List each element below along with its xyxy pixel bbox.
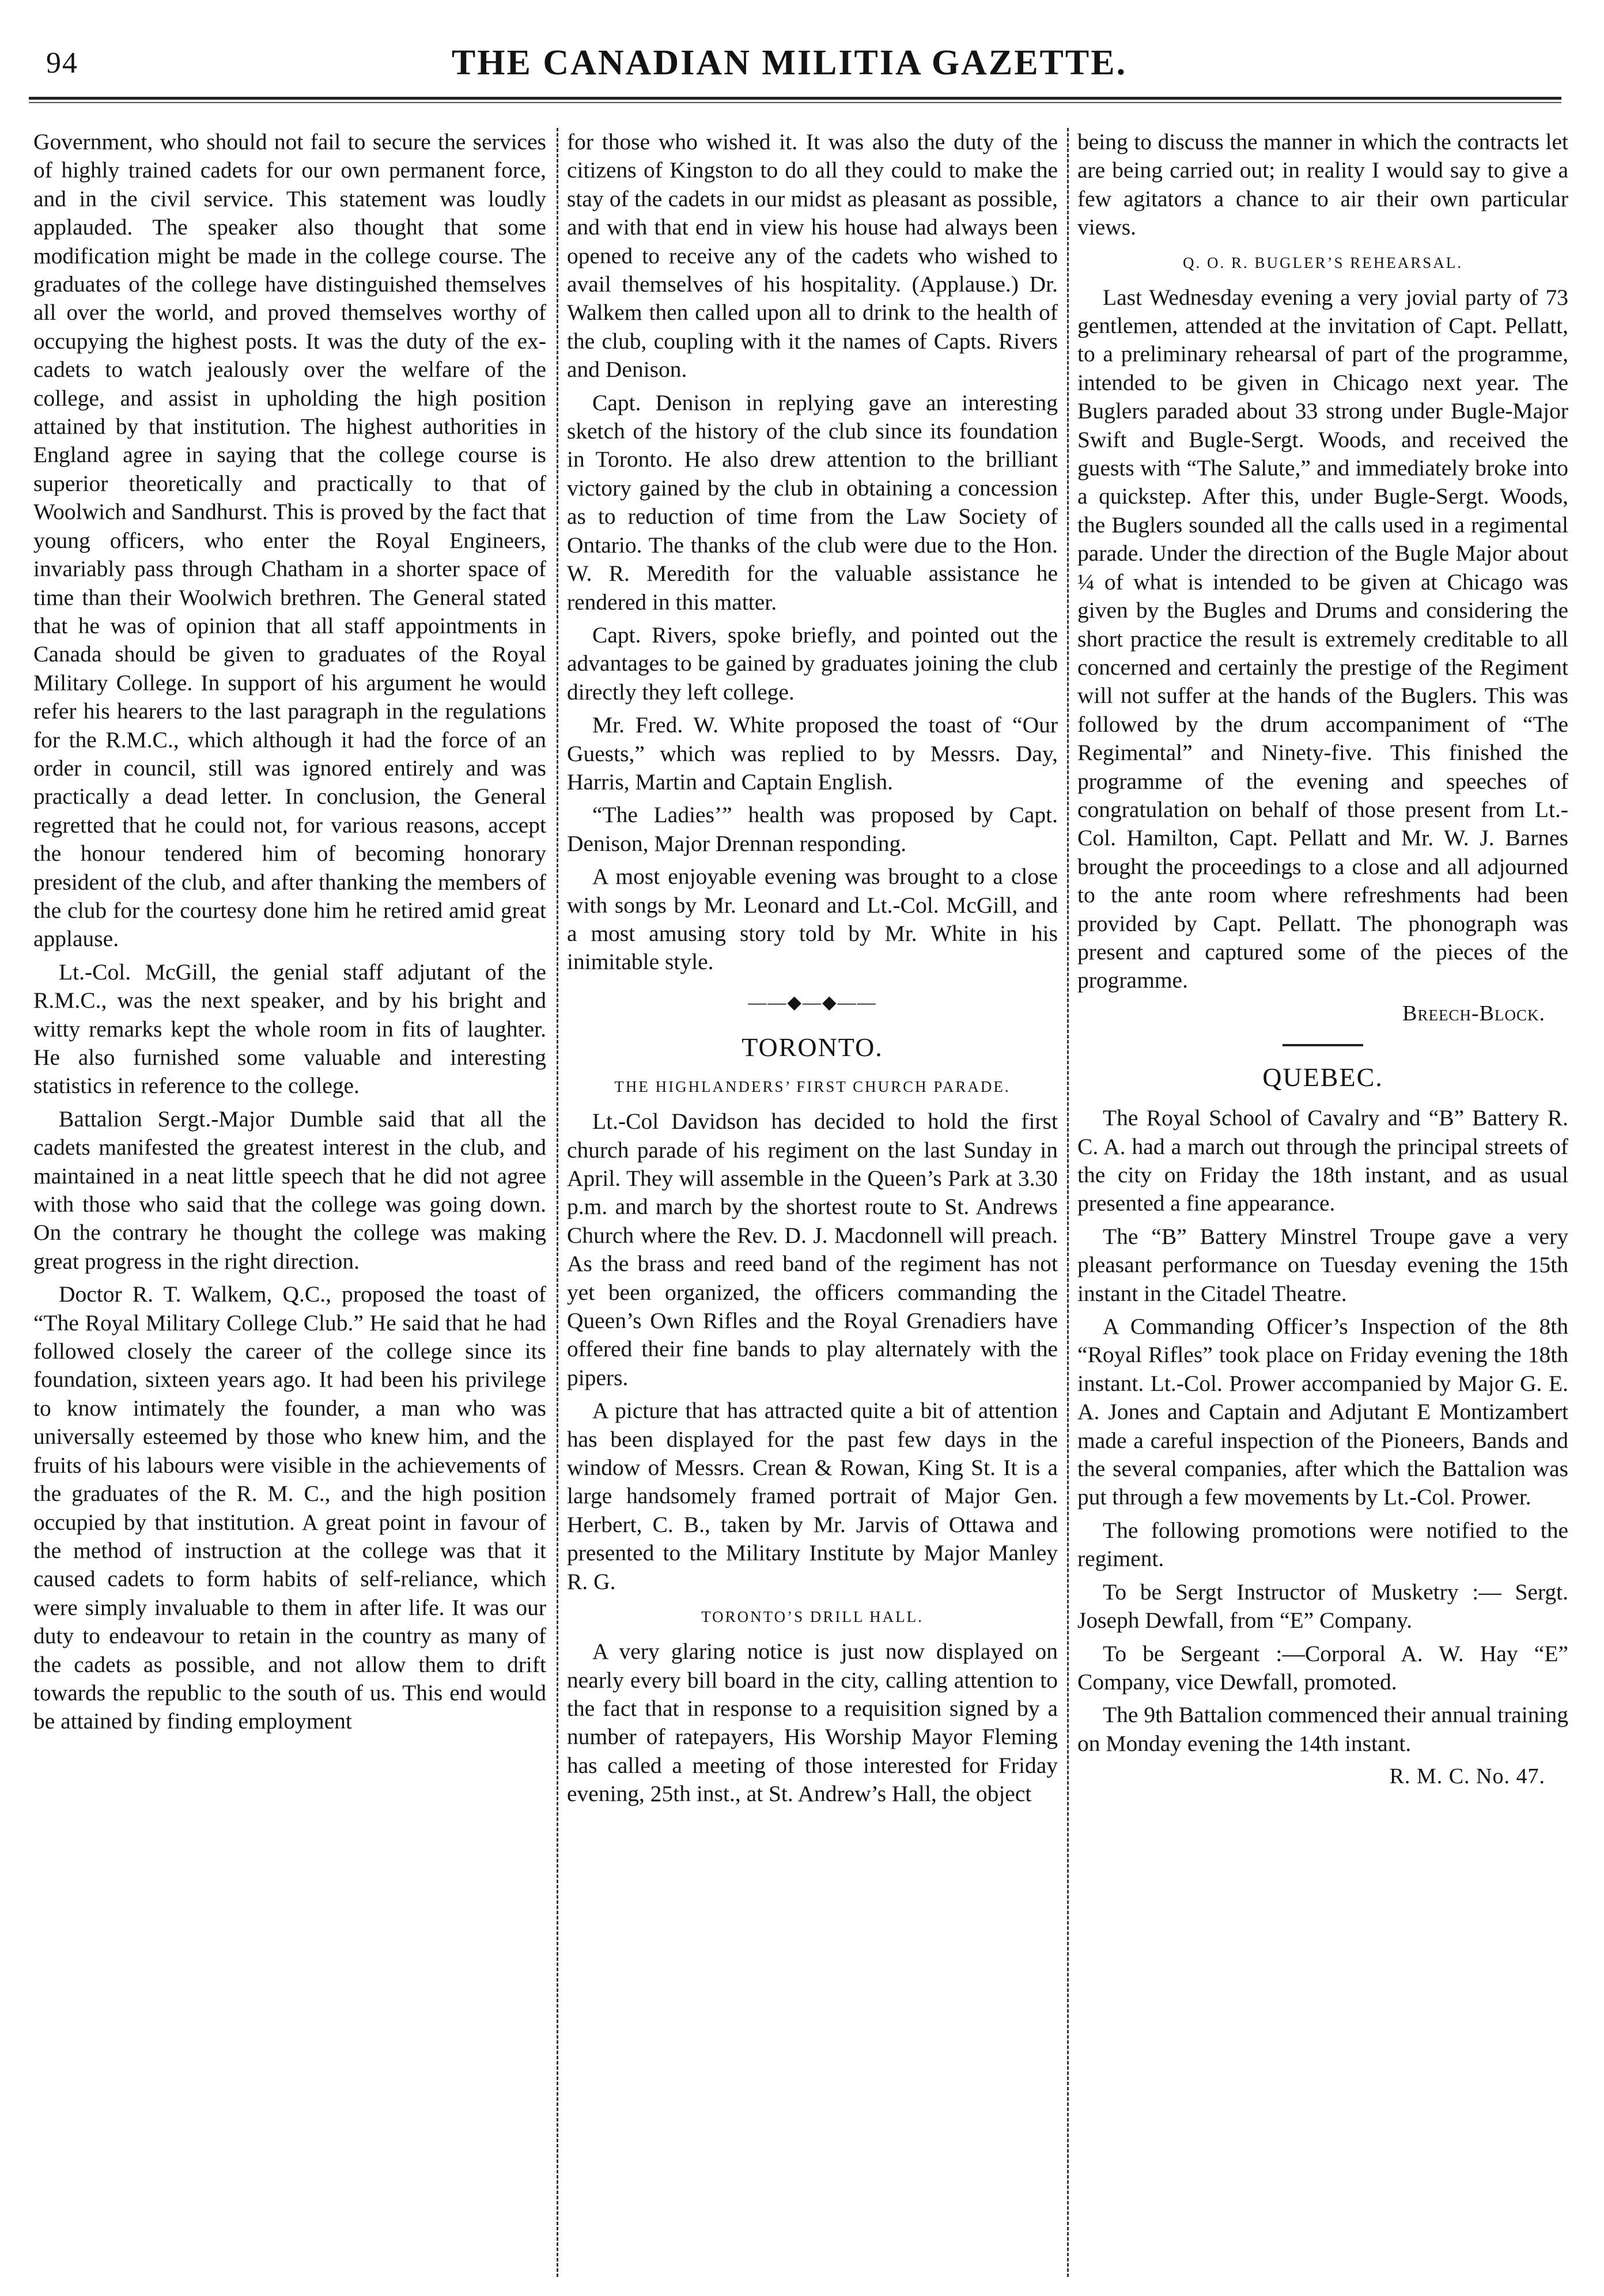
column-1	[33, 128, 546, 2271]
article-paragraph: Capt. Rivers, spoke briefly, and pointed out the advantages to be gained by graduates joining the club directly they left college.	[567, 622, 1058, 705]
article-paragraph: A Commanding Officer’s Inspection of the 8th “Royal Rifles” took place on Friday evening the 18th instant. Lt.-Col. Prower accompanied by Major G. E. A. Jones and Captain and Adjutant E Montizambert made a careful inspection of the Pioneers, Bands and the several companies, after which the Battalion was put through a few movements by Lt.-Col. Prower.	[1077, 1314, 1568, 1510]
article-paragraph: Capt. Denison in replying gave an interesting sketch of the history of the club since its foundation in Toronto. He also drew attention to the brilliant victory gained by the club in obtaining a concession as to reduction of time from the Law Society of Ontario. The thanks of the club were due to the Hon. W. R. Meredith for the valuable assistance he rendered in this matter.	[567, 389, 1058, 615]
article-paragraph: Mr. Fred. W. White proposed the toast of “Our Guests,” which was replied to by Messrs. Day, Harris, Martin and Captain English.	[567, 712, 1058, 795]
article-paragraph: To be Sergeant :—Corporal A. W. Hay “E” Company, vice Dewfall, promoted.	[1077, 1640, 1568, 1694]
section-ornament: ——◆—◆——	[748, 991, 877, 1012]
section-heading-quebec: QUEBEC.	[1262, 1062, 1383, 1092]
article-paragraph: The “B” Battery Minstrel Troupe gave a very pleasant performance on Tuesday evening the 15th instant in the Citadel Theatre.	[1077, 1223, 1568, 1306]
signature-rmc: R. M. C. No. 47.	[1389, 1764, 1545, 1789]
article-paragraph: A very glaring notice is just now displayed on nearly every bill board in the city, calling attention to the fact that in response to a requisition signed by a number of ratepayers, His Worship Mayor Fleming has called a meeting of those interested for Friday evening, 25th inst., at St. Andrew’s Hall, the object	[567, 1639, 1058, 1807]
column-divider-2	[1067, 128, 1069, 2277]
gazette-title: THE CANADIAN MILITIA GAZETTE.	[451, 43, 1128, 82]
article-paragraph: for those who wished it. It was also the duty of the citizens of Kingston to do all they could to make the stay of the cadets in our midst as pleasant as possible, and with that end in view his house had always been opened to receive any of the cadets who wished to avail themselves of his hospitality. (Applause.) Dr. Walkem then called upon all to drink to the health of the club, coupling with it the names of Capts. Rivers and Denison.	[567, 129, 1058, 383]
subheading-highlanders: THE HIGHLANDERS’ FIRST CHURCH PARADE.	[614, 1078, 1011, 1096]
article-paragraph: Lt.-Col. McGill, the genial staff adjutant of the R.M.C., was the next speaker, and by his bright and witty remarks kept the whole room in fits of laughter. He also furnished some valuable and interesting statistics in reference to the college.	[33, 959, 546, 1099]
subheading-bugler-rehearsal: Q. O. R. BUGLER’S REHEARSAL.	[1182, 254, 1463, 271]
article-paragraph: A picture that has attracted quite a bit of attention has been displayed for the past few days in the window of Messrs. Crean & Rowan, King St. It is a large handsomely framed portrait of Major Gen. Herbert, C. B., taken by Mr. Jarvis of Ottawa and presented to the Military Institute by Major Manley R. G.	[567, 1398, 1058, 1594]
article-paragraph: “The Ladies’” health was proposed by Capt. Denison, Major Drennan responding.	[567, 802, 1058, 856]
article-paragraph: A most enjoyable evening was brought to a close with songs by Mr. Leonard and Lt.-Col. McGill, and a most amusing story told by Mr. White in his inimitable style.	[567, 864, 1058, 975]
masthead	[35, 23, 1544, 92]
article-paragraph: being to discuss the manner in which the contracts let are being carried out; in reality I would say to give a few agitators a chance to air their own particular views.	[1077, 129, 1568, 240]
article-paragraph: Doctor R. T. Walkem, Q.C., proposed the toast of “The Royal Military College Club.” He said that he had followed closely the career of the college since its foundation, sixteen years ago. It had been his privilege to know intimately the founder, a man who was universally esteemed by those who knew him, and the fruits of his labours were visible in the achievements of the graduates of the R. M. C., and the high position occupied by that institution. A great point in favour of the method of instruction at the college was that it caused cadets to form habits of self-reliance, which were simply invaluable to them in after life. It was our duty to endeavour to retain in the country as many of the cadets as possible, and not allow them to drift towards the republic to the south of us. This end would be attained by finding employment	[33, 1281, 546, 1734]
page-number: 94	[46, 47, 78, 80]
column-divider-1	[557, 128, 558, 2277]
column-2	[567, 128, 1058, 2271]
signature-breech-block: Breech-Block.	[1402, 1001, 1545, 1026]
article-paragraph: Last Wednesday evening a very jovial party of 73 gentlemen, attended at the invitation of Capt. Pellatt, to a preliminary rehearsal of part of the programme, intended to be given in Chicago next year. The Buglers paraded about 33 strong under Bugle-Major Swift and Bugle-Sergt. Woods, and received the guests with “The Salute,” and immediately broke into a quickstep. After this, under Bugle-Sergt. Woods, the Buglers sounded all the calls used in a regimental parade. Under the direction of the Bugle Major about ¼ of what is intended to be given at Chicago was given by the Bugles and Drums and considering the short practice the result is extremely creditable to all concerned and certainly the prestige of the Regiment will not suffer at the hands of the Buglers. This was followed by the drum accompaniment of “The Regimental” and Ninety-five. This finished the programme of the evening and speeches of congratulation on behalf of those present from Lt.-Col. Hamilton, Capt. Pellatt and Mr. W. J. Barnes brought the proceedings to a close and all adjourned to the ante room where refreshments had been provided by Capt. Pellatt. The phonograph was present and captured some of the pieces of the programme.	[1077, 284, 1568, 993]
header-rule	[29, 97, 1561, 103]
article-paragraph: Government, who should not fail to secure the services of highly trained cadets for our own permanent force, and in the civil service. This statement was loudly applauded. The speaker also thought that some modification might be made in the college course. The graduates of the college have distinguished themselves all over the world, and proved themselves worthy of occupying the highest posts. It was the duty of the ex-cadets to watch jealously over the welfare of the college, and assist in upholding the high position attained by that institution. The highest authorities in England agree in saying that the college course is superior theoretically and practically to that of Woolwich and Sandhurst. This is proved by the fact that young officers, who enter the Royal Engineers, invariably pass through Chatham in a shorter space of time than their Woolwich brethren. The General stated that he was of opinion that all staff appointments in Canada should be given to graduates of the Royal Military College. In support of his argument he would refer his hearers to the last paragraph in the regulations for the R.M.C., which although it had the force of an order in council, still was ignored entirely and was practically a dead letter. In conclusion, the General regretted that he could not, for various reasons, accept the honour tendered him of becoming honorary president of the club, and after thanking the members of the club for the courtesy done him he retired amid great applause.	[33, 129, 546, 952]
article-paragraph: Lt.-Col Davidson has decided to hold the first church parade of his regiment on the last Sunday in April. They will assemble in the Queen’s Park at 3.30 p.m. and march by the shortest route to St. Andrews Church where the Rev. D. J. Macdonnell will preach. As the brass and reed band of the regiment has not yet been organized, the officers commanding the Queen’s Own Rifles and the Royal Grenadiers have offered their fine bands to play alternately with the pipers.	[567, 1109, 1058, 1390]
article-paragraph: To be Sergt Instructor of Musketry :— Sergt. Joseph Dewfall, from “E” Company.	[1077, 1579, 1568, 1633]
article-paragraph: Battalion Sergt.-Major Dumble said that all the cadets manifested the greatest interest in the club, and maintained in a neat little speech that he did not agree with those who said that the college was going down. On the contrary he thought the college was making great progress in the right direction.	[33, 1106, 546, 1274]
column-3	[1077, 128, 1568, 2271]
section-rule	[1283, 1044, 1363, 1046]
article-paragraph: The Royal School of Cavalry and “B” Battery R. C. A. had a march out through the principal streets of the city on Friday the 18th instant, and as usual presented a fine appearance.	[1077, 1105, 1568, 1216]
subheading-drill-hall: TORONTO’S DRILL HALL.	[701, 1608, 924, 1626]
article-paragraph: The following promotions were notified to the regiment.	[1077, 1517, 1568, 1572]
article-paragraph: The 9th Battalion commenced their annual training on Monday evening the 14th instant.	[1077, 1702, 1568, 1756]
section-heading-toronto: TORONTO.	[742, 1032, 883, 1062]
